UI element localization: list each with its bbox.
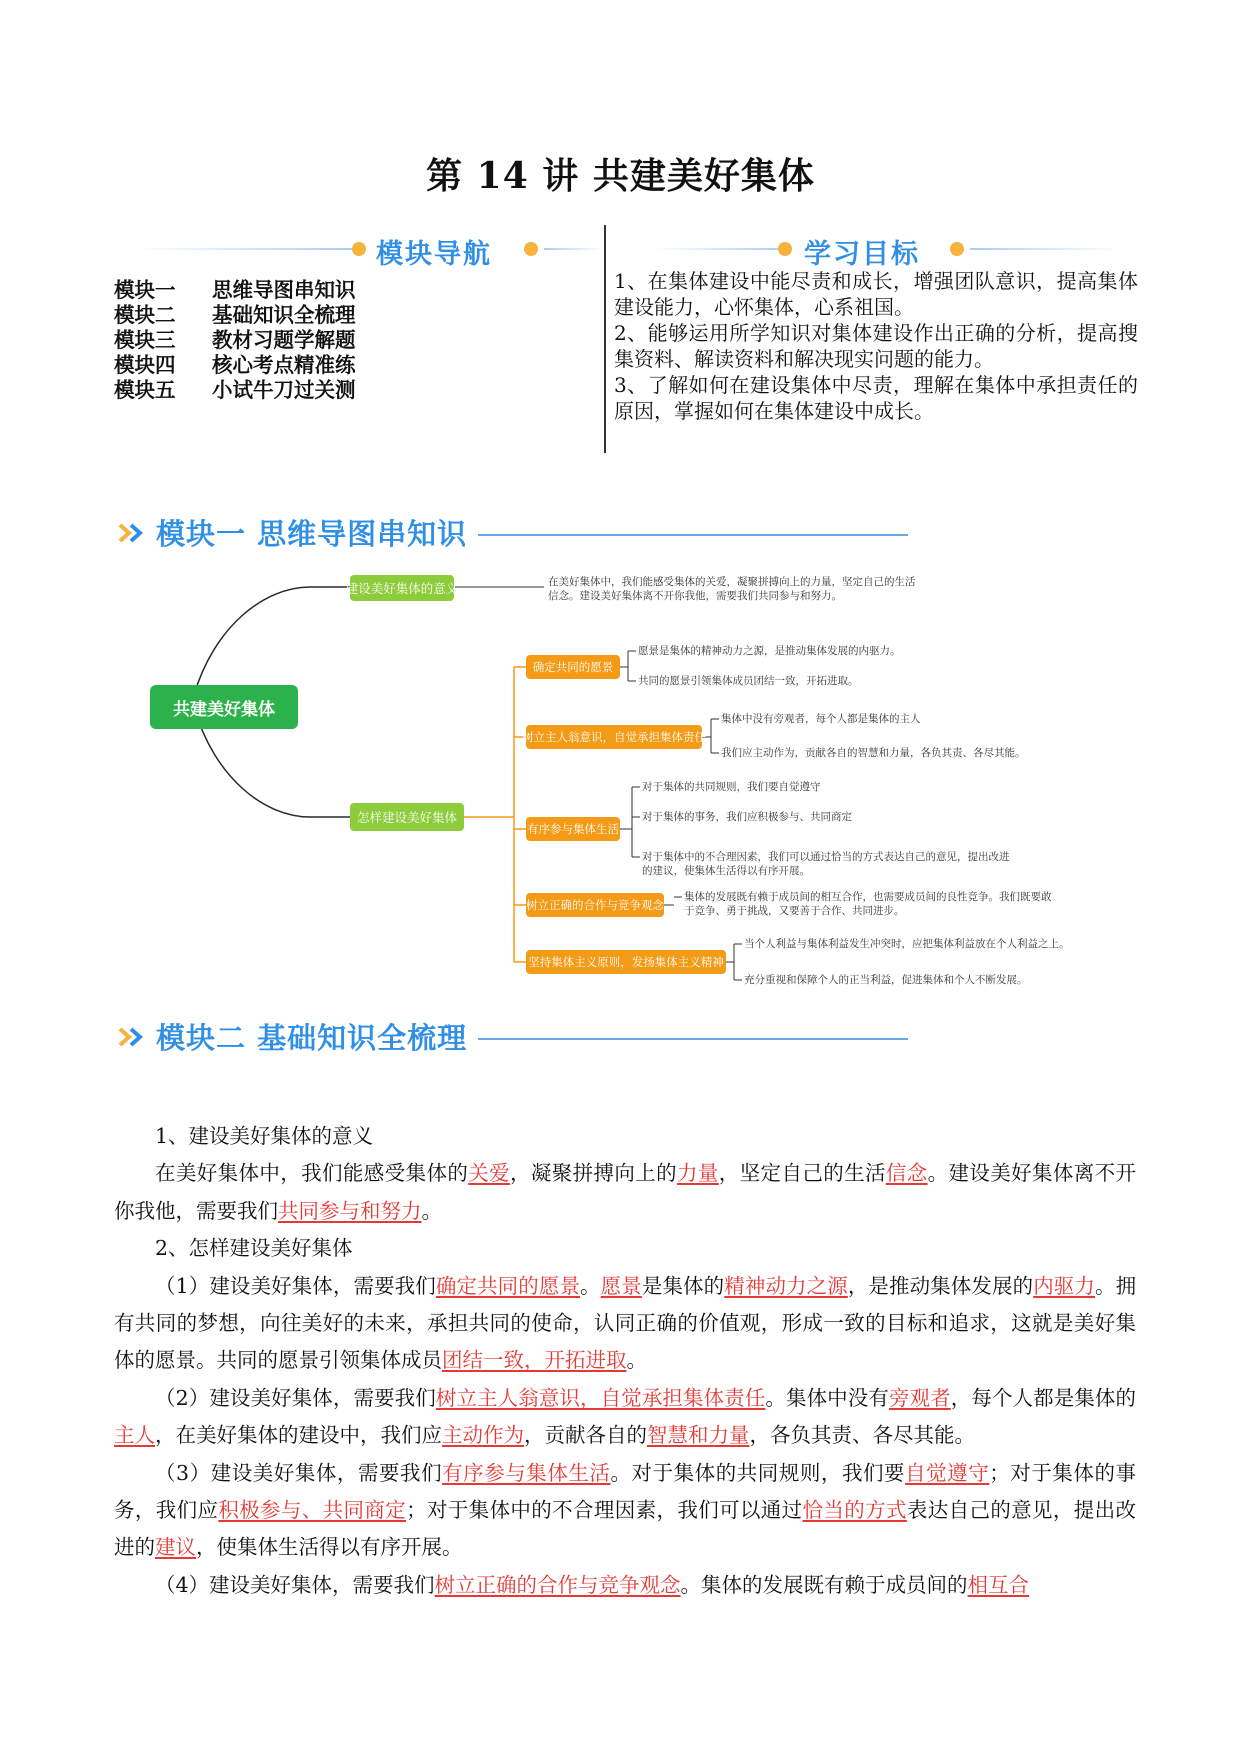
text-run: 。建设美好集体离不开你我他，需要我们 [114,1161,1137,1223]
nav-header-label: 模块导航 [376,239,492,270]
sub-participation: 有序参与集体生活 [526,817,620,841]
module-nav-list [114,278,356,403]
text-run: ；对于集体中的不合理因素，我们可以通过 [406,1498,803,1523]
branch-meaning: 建设美好集体的意义 [350,575,454,601]
keyword: 有序参与集体生活 [442,1460,611,1485]
text-run: ；对于集体的事务，我们应 [114,1460,1137,1523]
text-run: （4）建设美好集体，需要我们 [155,1572,435,1597]
nav-item: 模块二 基础知识全梳理 [114,303,356,327]
text-run: （2）建设美好集体，需要我们 [155,1385,436,1410]
sub-vision: 确定共同的愿景 [526,655,620,679]
keyword: 相互合 [967,1572,1030,1597]
module1-title: 模块一 思维导图串知识 [156,517,468,551]
text-run: 表达自己的意见，提出改进的 [114,1498,1137,1560]
section-heading: 2、怎样建设美好集体 [155,1236,353,1261]
sub-collectivism-leaf: 当个人利益与集体利益发生冲突时，应把集体利益放在个人利益之上。 [744,938,1070,950]
nav-item: 模块四 核心考点精准练 [114,353,356,377]
learning-goals [614,268,1138,424]
paragraph [114,1380,1136,1455]
keyword: 力量 [677,1161,719,1186]
keyword: 主动作为 [442,1423,524,1448]
keyword: 确定共同的愿景 [435,1273,581,1298]
double-chevron-icon [118,1026,146,1048]
keyword: 智慧和力量 [647,1423,750,1448]
text-run: （1）建设美好集体，需要我们 [155,1273,436,1298]
keyword: 旁观者 [888,1385,951,1410]
sub-participation-leaf: 对于集体的事务，我们应积极参与、共同商定 [642,811,852,823]
sub-vision-leaf: 共同的愿景引领集体成员团结一致，开拓进取。 [638,675,859,687]
text-run: ，各负其责、各尽其能。 [749,1423,975,1448]
keyword: 主人 [114,1423,155,1448]
keyword: 恰当的方式 [802,1498,907,1523]
sub-participation-leaf: 对于集体的共同规则，我们要自觉遵守 [642,781,821,793]
paragraph [114,1455,1136,1567]
nav-item: 模块五 小试牛刀过关测 [114,378,356,402]
mind-map-connectors [114,567,1136,997]
module1-header [118,512,908,552]
knowledge-summary [114,1118,1136,1604]
text-run: 在美好集体中，我们能感受集体的 [155,1161,469,1186]
text-run: ，每个人都是集体的 [950,1385,1137,1410]
keyword: 团结一致，开拓进取 [442,1348,627,1373]
text-run: ，是推动集体发展的 [847,1273,1034,1298]
paragraph [114,1155,1136,1230]
keyword: 建议 [155,1535,196,1560]
sub-ownership-leaf: 我们应主动作为，贡献各自的智慧和力量，各负其责、各尽其能。 [721,747,1026,759]
text-run: （3）建设美好集体，需要我们 [155,1460,443,1485]
sub-ownership-leaf: 集体中没有旁观者，每个人都是集体的主人 [721,713,921,725]
nav-item: 模块三 教材习题学解题 [114,328,356,352]
goals-header-label: 学习目标 [804,239,920,270]
text-run: ，在美好集体的建设中，我们应 [155,1423,442,1448]
sub-collectivism-leaf: 充分重视和保障个人的正当利益，促进集体和个人不断发展。 [744,974,1028,986]
sub-participation-leaf: 对于集体中的不合理因素，我们可以通过恰当的方式表达自己的意见，提出改进 的建议，使集体生活得以有序开展。 [642,851,1010,877]
keyword: 自觉遵守 [905,1460,990,1485]
keyword: 内驱力 [1033,1273,1095,1298]
text-run: 。集体中没有 [765,1385,889,1410]
double-chevron-icon [118,522,146,544]
keyword: 共同参与和努力 [278,1198,422,1223]
mind-map-root: 共建美好集体 [150,685,298,729]
module2-header [118,1016,908,1056]
paragraph [114,1268,1136,1380]
nav-item: 模块一 思维导图串知识 [114,278,356,302]
goals-header [614,232,1138,270]
branch-meaning-leaf: 在美好集体中，我们能感受集体的关爱，凝聚拼搏向上的力量，坚定自己的生活 信念。建设美好集体离不开你我他，需要我们共同参与和努力。 [548,576,916,602]
text-run: 是集体的 [641,1273,725,1298]
mind-map [114,567,1136,997]
goal-item: 3、了解如何在建设集体中尽责，理解在集体中承担责任的原因，掌握如何在集体建设中成长。 [614,373,1138,423]
keyword: 愿景 [600,1273,642,1298]
text-run: 。 [421,1198,442,1223]
branch-how: 怎样建设美好集体 [350,803,464,831]
section-heading: 1、建设美好集体的意义 [155,1124,374,1148]
keyword: 积极参与、共同商定 [218,1498,407,1523]
keyword: 关爱 [468,1161,510,1186]
column-divider [604,225,606,453]
goal-item: 1、在集体建设中能尽责和成长，增强团队意识，提高集体建设能力，心怀集体，心系祖国。 [614,269,1138,319]
keyword: 精神动力之源 [724,1273,848,1298]
keyword: 树立正确的合作与竞争观念 [434,1572,681,1597]
text-run: ，贡献各自的 [524,1423,647,1448]
text-run: 。 [580,1273,601,1298]
goal-item: 2、能够运用所学知识对集体建设作出正确的分析，提高搜集资料、解读资料和解决现实问题的能力。 [614,321,1138,371]
text-run: 。对于集体的共同规则，我们要 [610,1460,906,1485]
paragraph [114,1567,1136,1604]
text-run: 。 [626,1348,647,1373]
keyword: 树立主人翁意识，自觉承担集体责任 [435,1385,766,1410]
module2-title: 模块二 基础知识全梳理 [156,1021,468,1055]
text-run: ，凝聚拼搏向上的 [509,1161,678,1186]
page-title: 第 14 讲 共建美好集体 [426,155,815,197]
keyword: 信念 [885,1161,928,1186]
sub-ownership: 树立主人翁意识，自觉承担集体责任 [526,725,702,749]
sub-vision-leaf: 愿景是集体的精神动力之源，是推动集体发展的内驱力。 [638,645,901,657]
text-run: 。拥有共同的梦想，向往美好的未来，承担共同的使命，认同正确的价值观，形成一致的目标和追求，这就是美好集体的愿景。共同的愿景引领集体成员 [114,1273,1137,1373]
sub-cooperation: 树立正确的合作与竞争观念 [526,893,664,917]
text-run: ，坚定自己的生活 [718,1161,886,1186]
sub-cooperation-leaf: 集体的发展既有赖于成员间的相互合作，也需要成员间的良性竞争。我们既要敢 于竞争、勇于挑战，又要善于合作、共同进步。 [684,891,1052,917]
nav-header [114,232,598,270]
text-run: ，使集体生活得以有序开展。 [196,1535,463,1560]
sub-collectivism: 坚持集体主义原则，发扬集体主义精神 [526,950,726,974]
text-run: 。集体的发展既有赖于成员间的 [680,1572,968,1597]
